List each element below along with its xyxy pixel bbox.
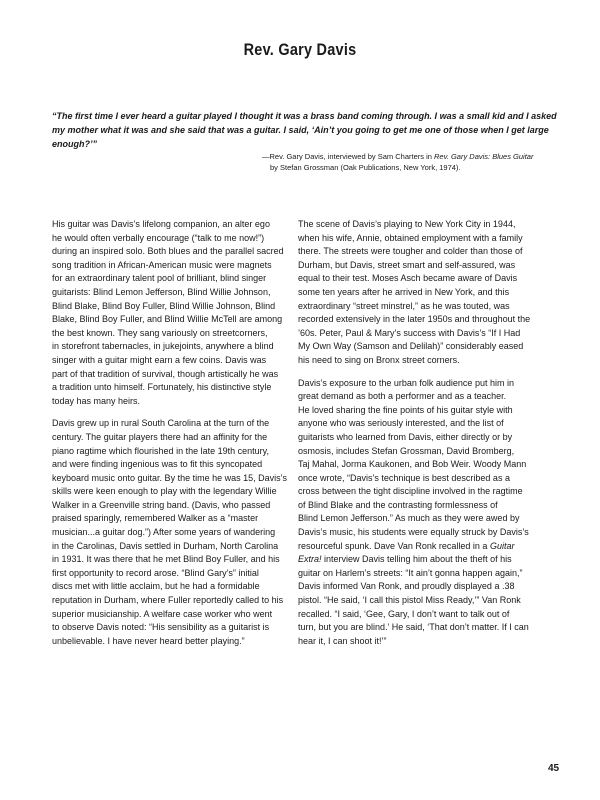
page-number: 45 xyxy=(548,763,560,774)
text-line: Davis’s music, his students were equally struck by Davis’s xyxy=(298,527,529,538)
text-line: once wrote, “Davis’s technique is best described as a xyxy=(298,472,510,483)
text-line: century. The guitar players there had an affinity for the xyxy=(52,431,268,442)
text-line: reputation in Durham, where Fuller reportedly called to his xyxy=(52,595,284,606)
text-line: of Blind Blake and the contrasting formlessness of xyxy=(298,499,498,510)
text-line: osmosis, includes Stefan Grossman, David Bromberg, xyxy=(298,445,515,456)
text-line: guitar on Harlem’s streets: “It ain’t gonna happen again,” xyxy=(298,567,523,578)
page-title: Rev. Gary Davis xyxy=(243,40,357,59)
text-line: during an inspired solo. Both blues and the parallel sacred xyxy=(52,246,284,257)
text-line: a tradition unto himself. Fortunately, his distinctive style xyxy=(52,382,272,393)
text-line: song tradition in African-American music were magnets xyxy=(52,259,272,270)
text-line: My Own Way (Samson and Delilah)” considerably eased xyxy=(298,341,524,352)
text-line xyxy=(298,540,554,554)
text-span: interview Davis telling him about the theft of his xyxy=(321,554,512,565)
text-line: guitarists who learned from Davis, either directly or by xyxy=(298,431,513,442)
epigraph-quote: “The first time I ever heard a guitar played I thought it was a brass band coming through. I was a small kid and I asked my mother what it was and she said that was a guitar. I said, ‘Ain’t you going to get me one of those when I get large enough?’” xyxy=(52,111,557,149)
text-line: turn, but you are blind.’ He said, ‘That don’t matter. If I can xyxy=(298,622,529,633)
text-line: when his wife, Annie, obtained employment with a family xyxy=(298,232,523,243)
text-line: recalled. “I said, ‘Gee, Gary, I don’t want to talk out of xyxy=(298,608,510,619)
text-line: Durham, but Davis, street smart and self-assured, was xyxy=(298,259,516,270)
text-line: to observe Davis noted: “His sensibility as a guitarist is xyxy=(52,622,270,633)
text-line: part of that tradition of survival, though artistically he was xyxy=(52,368,279,379)
text-line: musician...a guitar dog.”) After some years of wandering xyxy=(52,527,276,538)
quote-attribution xyxy=(262,152,582,173)
text-line: the best known. They sang variously on streetcorners, xyxy=(52,327,268,338)
text-line: cross between the tight discipline involved in the ragtime xyxy=(298,486,523,497)
text-line: great demand as both a performer and as a teacher. xyxy=(298,391,507,402)
text-line: discs met with little acclaim, but he had a formidable xyxy=(52,581,260,592)
text-line: praised sparingly, remembered Walker as a “master xyxy=(52,513,259,524)
paragraph xyxy=(298,377,554,649)
text-line: in 1931. It was there that he met Blind Boy Fuller, and his xyxy=(52,554,280,565)
text-line: ’60s. Peter, Paul & Mary’s success with Davis’s “If I Had xyxy=(298,327,521,338)
text-line: He loved sharing the fine points of his guitar style with xyxy=(298,404,513,415)
text-line: there. The streets were tougher and colder than those of xyxy=(298,246,523,257)
text-line: piano ragtime which flourished in the late 19th century, xyxy=(52,445,269,456)
text-line: hear it, I can shoot it!’” xyxy=(298,635,387,646)
text-line: he would often verbally encourage (“talk to me now!”) xyxy=(52,232,265,243)
paragraph xyxy=(298,218,554,368)
attribution-line-2: by Stefan Grossman (Oak Publications, New York, 1974). xyxy=(270,162,461,172)
text-line: in the Carolinas, Davis settled in Durham, North Carolina xyxy=(52,540,279,551)
text-line: Taj Mahal, Jorma Kaukonen, and Bob Weir. Woody Mann xyxy=(298,459,527,470)
text-line: singer with a guitar might earn a few coins. Davis was xyxy=(52,354,267,365)
left-column xyxy=(52,218,308,657)
text-line: extraordinary “street minstrel,” as he was touted, was xyxy=(298,300,510,311)
text-line: superior musicianship. A welfare case worker who went xyxy=(52,608,273,619)
text-line: today has many heirs. xyxy=(52,395,141,406)
paragraph xyxy=(52,218,308,408)
text-line: equal to their test. Moses Asch became aware of Davis xyxy=(298,273,518,284)
text-line: keyboard music onto guitar. By the time he was 15, Davis’s xyxy=(52,472,287,483)
text-line: Blind Lemon Jefferson.” As much as they were awed by xyxy=(298,513,520,524)
text-line: guitarists: Blind Lemon Jefferson, Blind Willie Johnson, xyxy=(52,286,271,297)
text-line: Davis grew up in rural South Carolina at the turn of the xyxy=(52,418,270,429)
text-line: for an extraordinary talent pool of brilliant, blind singer xyxy=(52,273,267,284)
text-line: pistol. “He said, ‘I call this pistol Miss Ready,’” Van Ronk xyxy=(298,595,521,606)
text-line: and were finding ingenious was to fit this syncopated xyxy=(52,459,263,470)
magazine-title-part: Guitar xyxy=(489,540,515,551)
text-line: his need to sing on Bronx street corners. xyxy=(298,354,460,365)
text-line: some ten years after he arrived in New York, and this xyxy=(298,286,510,297)
text-line: His guitar was Davis’s lifelong companion, an alter ego xyxy=(52,219,270,229)
text-line: anyone who was seriously interested, and the list of xyxy=(298,418,504,429)
text-line: in storefront tabernacles, in jukejoints, anywhere a blind xyxy=(52,341,274,352)
text-line: Davis informed Van Ronk, and proudly displayed a .38 xyxy=(298,581,515,592)
text-span: resourceful spunk. Dave Van Ronk recalled in a xyxy=(298,540,490,551)
text-line: unbelievable. I have never heard better playing.” xyxy=(52,635,245,646)
text-line: Blind Blake, Blind Boy Fuller, Blind Willie Johnson, Blind xyxy=(52,300,276,311)
right-column xyxy=(298,218,554,657)
attribution-prefix: —Rev. Gary Davis, interviewed by Sam Charters in xyxy=(262,152,434,161)
attribution-book-title: Rev. Gary Davis: Blues Guitar xyxy=(434,152,534,161)
text-line: Davis’s exposure to the urban folk audience put him in xyxy=(298,377,514,388)
text-line: Walker in a Greenville string band. (Davis, who passed xyxy=(52,499,271,510)
paragraph-lines xyxy=(298,567,554,649)
paragraph-lines xyxy=(298,377,554,540)
text-line: first opportunity to record arose. “Blind Gary’s” initial xyxy=(52,567,259,578)
text-line: skills were keen enough to play with the legendary Willie xyxy=(52,486,277,497)
paragraph xyxy=(52,417,308,648)
magazine-title-part: Extra! xyxy=(298,554,322,565)
text-line: The scene of Davis’s playing to New York City in 1944, xyxy=(298,219,516,229)
text-line: recorded extensively in the later 1950s and throughout the xyxy=(298,314,531,325)
text-line: Blake, Blind Boy Fuller, and Blind Willie McTell are among xyxy=(52,314,283,325)
attribution-line-1 xyxy=(262,152,582,163)
text-line xyxy=(298,553,554,567)
